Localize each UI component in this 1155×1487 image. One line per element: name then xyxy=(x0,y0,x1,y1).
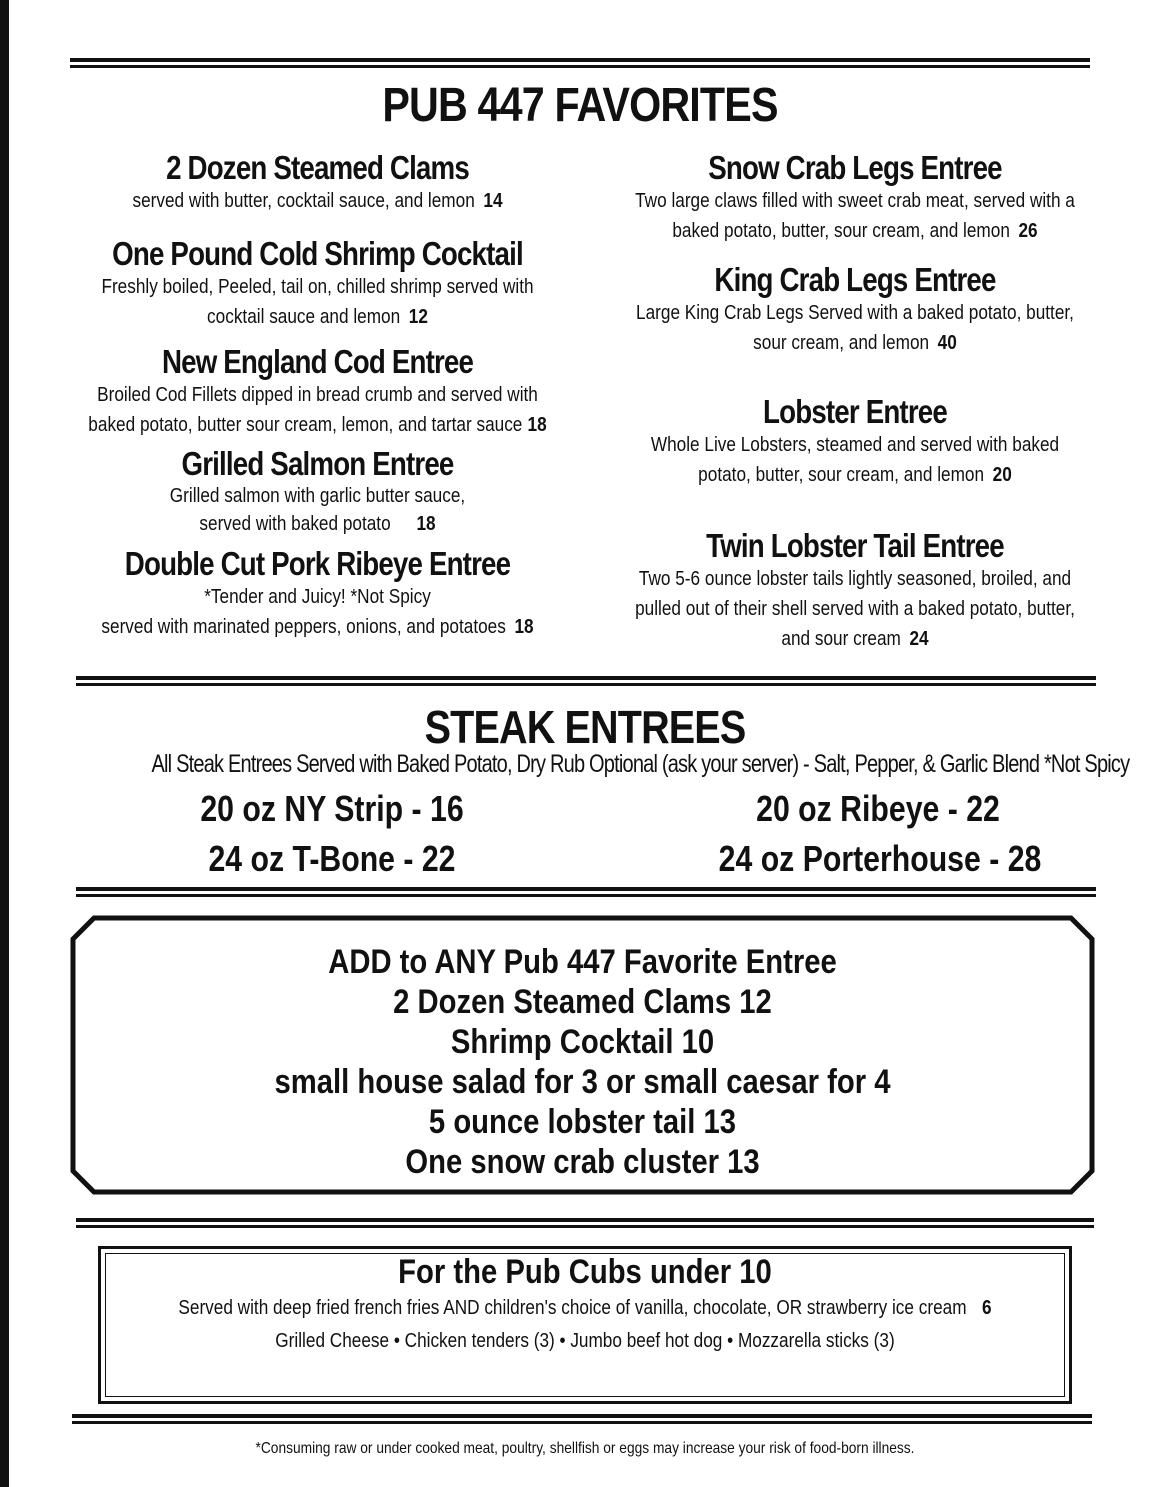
food-safety-footnote: *Consuming raw or under cooked meat, poultry, shellfish or eggs may increase your risk of food-born illness. xyxy=(255,1440,915,1457)
item-desc: Freshly boiled, Peeled, tail on, chilled shrimp served with xyxy=(101,276,534,298)
menu-item-twin-lobster-tail xyxy=(595,528,1115,654)
steak-ribeye: 20 oz Ribeye - 22 xyxy=(756,788,1000,829)
addon-item: One snow crab cluster 13 xyxy=(405,1143,760,1181)
addon-item: 2 Dozen Steamed Clams 12 xyxy=(393,983,772,1021)
favorites-title: PUB 447 FAVORITES xyxy=(382,79,778,132)
steak-ny-strip: 20 oz NY Strip - 16 xyxy=(200,788,464,829)
divider-favorites xyxy=(76,676,1096,686)
item-price: 40 xyxy=(937,332,957,354)
item-price: 26 xyxy=(1018,220,1038,242)
item-price: 18 xyxy=(416,513,436,535)
divider-addons xyxy=(76,1218,1094,1228)
menu-item-shrimp-cocktail xyxy=(40,236,595,332)
steak-porterhouse: 24 oz Porterhouse - 28 xyxy=(718,838,1042,879)
menu-item-cod-entree xyxy=(40,344,595,440)
menu-item-king-crab xyxy=(595,262,1115,358)
item-price: 24 xyxy=(909,628,929,650)
menu-item-pork-ribeye xyxy=(40,546,595,642)
left-edge-bar xyxy=(0,0,9,1487)
item-price: 18 xyxy=(527,414,547,436)
kids-desc: Served with deep fried french fries AND children's choice of vanilla, chocolate, OR strawberry ice cream 6 xyxy=(178,1297,992,1319)
item-name: Twin Lobster Tail Entree xyxy=(706,527,1004,564)
addon-item: Shrimp Cocktail 10 xyxy=(450,1023,715,1061)
item-desc: *Tender and Juicy! *Not Spicy xyxy=(204,586,431,608)
kids-options: Grilled Cheese • Chicken tenders (3) • Jumbo beef hot dog • Mozzarella sticks (3) xyxy=(275,1330,895,1352)
divider-steaks xyxy=(76,887,1096,897)
menu-item-lobster xyxy=(595,394,1115,490)
favorites-left-column xyxy=(40,150,595,642)
item-price: 12 xyxy=(408,306,428,328)
steaks-title: STEAK ENTREES xyxy=(424,701,746,753)
item-desc: Large King Crab Legs Served with a baked potato, butter, xyxy=(636,302,1074,324)
steak-t-bone: 24 oz T-Bone - 22 xyxy=(208,838,456,879)
item-desc: served with butter, cocktail sauce, and lemon 14 xyxy=(132,190,503,212)
menu-item-snow-crab xyxy=(595,150,1115,246)
item-name: One Pound Cold Shrimp Cocktail xyxy=(112,235,523,272)
item-name: King Crab Legs Entree xyxy=(714,261,996,298)
addon-heading: ADD to ANY Pub 447 Favorite Entree xyxy=(328,943,837,981)
favorites-right-column xyxy=(595,150,1115,654)
item-desc: baked potato, butter, sour cream, and lemon 26 xyxy=(672,220,1038,242)
item-desc: Broiled Cod Fillets dipped in bread crumb and served with xyxy=(97,384,538,406)
addon-list xyxy=(70,942,1095,1182)
item-desc: served with baked potato 18 xyxy=(199,513,436,535)
item-price: 20 xyxy=(992,464,1012,486)
menu-item-salmon-entree xyxy=(40,446,595,538)
item-desc: Whole Live Lobsters, steamed and served with baked xyxy=(650,434,1060,456)
kids-title: For the Pub Cubs under 10 xyxy=(398,1253,772,1291)
divider-top xyxy=(70,58,1090,68)
item-name: Double Cut Pork Ribeye Entree xyxy=(124,545,511,582)
item-desc: potato, butter, sour cream, and lemon 20 xyxy=(698,464,1012,486)
item-desc: Two large claws filled with sweet crab meat, served with a xyxy=(635,190,1075,212)
divider-bottom xyxy=(72,1414,1092,1424)
item-desc: served with marinated peppers, onions, and potatoes 18 xyxy=(101,616,534,638)
item-desc: cocktail sauce and lemon 12 xyxy=(207,306,428,328)
addon-item: small house salad for 3 or small caesar for 4 xyxy=(274,1063,891,1101)
kids-price: 6 xyxy=(982,1297,992,1319)
item-price: 14 xyxy=(483,190,503,212)
item-desc: Grilled salmon with garlic butter sauce, xyxy=(169,485,466,507)
item-name: Grilled Salmon Entree xyxy=(181,445,454,482)
item-name: Lobster Entree xyxy=(763,393,947,430)
item-desc: pulled out of their shell served with a baked potato, butter, xyxy=(635,598,1075,620)
addon-item: 5 ounce lobster tail 13 xyxy=(428,1103,737,1141)
item-name: 2 Dozen Steamed Clams xyxy=(166,149,469,186)
item-desc: baked potato, butter sour cream, lemon, and tartar sauce 18 xyxy=(88,414,547,436)
steaks-note: All Steak Entrees Served with Baked Potato, Dry Rub Optional (ask your server) - Salt, Pepper, & Garlic Blend *Not Spicy xyxy=(151,750,1130,778)
item-price: 18 xyxy=(514,616,534,638)
item-desc: and sour cream 24 xyxy=(781,628,929,650)
item-name: New England Cod Entree xyxy=(161,343,474,380)
item-name: Snow Crab Legs Entree xyxy=(708,149,1002,186)
item-desc: Two 5-6 ounce lobster tails lightly seasoned, broiled, and xyxy=(638,568,1072,590)
menu-item-steamed-clams xyxy=(40,150,595,216)
item-desc: sour cream, and lemon 40 xyxy=(753,332,957,354)
